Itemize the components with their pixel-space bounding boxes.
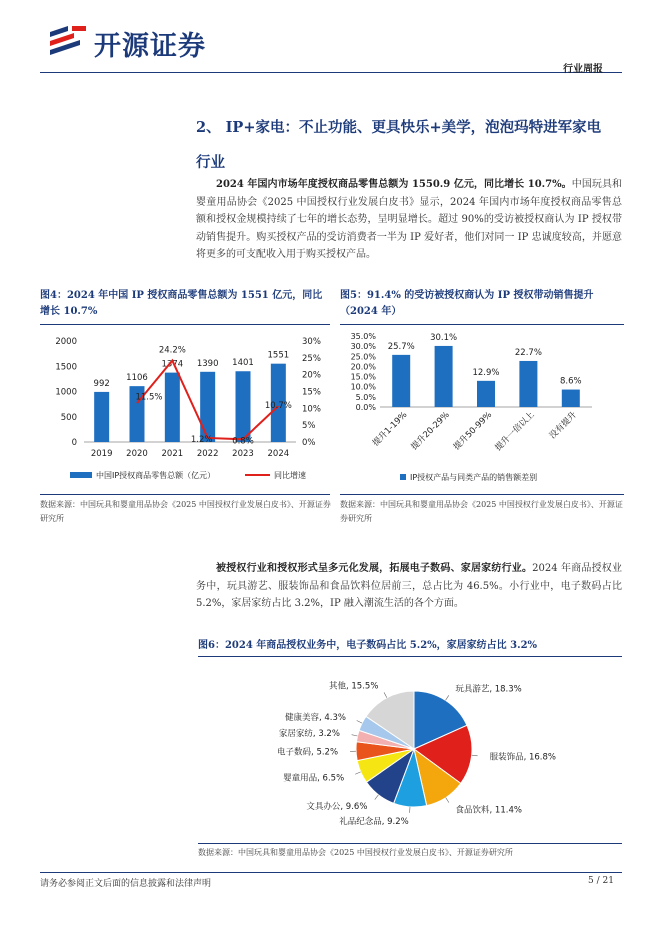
fig4-x-tick: 2021 xyxy=(161,449,184,459)
fig5-bar xyxy=(562,390,580,407)
fig4-y-tick: 1500 xyxy=(55,362,77,373)
fig6-slice-label: 食品饮料, 11.4% xyxy=(455,805,522,816)
fig6-chart xyxy=(198,660,622,840)
fig5-y-tick: 20.0% xyxy=(350,362,376,372)
fig5-bar xyxy=(519,361,537,407)
fig4-line-label: 11.5% xyxy=(135,392,163,403)
fig4-bar xyxy=(165,373,180,442)
fig5-y-tick: 30.0% xyxy=(350,342,376,352)
fig5-bar-label: 8.6% xyxy=(559,376,582,387)
fig6-slice-label: 家居家纺, 3.2% xyxy=(278,728,340,739)
fig5-title: 图5：91.4% 的受访被授权商认为 IP 授权带动销售提升（2024 年） xyxy=(340,290,594,317)
fig6-bottom-rule xyxy=(198,843,622,844)
fig5-source: 数据来源：中国玩具和婴童用品协会《2025 中国授权行业发展白皮书》、开源证券研究所 xyxy=(340,500,623,523)
fig6-slice-label: 其他, 15.5% xyxy=(329,681,379,692)
fig6-rule xyxy=(198,656,622,657)
footer-rule xyxy=(40,872,622,873)
fig4-line-label: 0.8% xyxy=(232,436,254,447)
footer-disclaimer: 请务必参阅正文后面的信息披露和法律声明 xyxy=(40,879,212,889)
fig5-x-tick: 提升50-99% xyxy=(451,410,495,453)
fig6-slice-label: 电子数码, 5.2% xyxy=(277,747,339,758)
fig5-bar-label: 30.1% xyxy=(430,332,458,343)
fig4-x-tick: 2022 xyxy=(196,449,219,459)
paragraph-2 xyxy=(196,560,622,613)
fig4-bar-label: 1106 xyxy=(126,373,148,384)
section-title-cont: 行业 xyxy=(196,154,225,171)
fig4-y-tick: 500 xyxy=(60,412,77,423)
fig5-y-tick: 15.0% xyxy=(350,372,376,382)
fig4-title: 图4：2024 年中国 IP 授权商品零售总额为 1551 亿元，同比增长 10.7% xyxy=(40,290,323,317)
header-rule xyxy=(40,72,622,73)
fig4-line-label: 24.2% xyxy=(158,345,186,356)
fig4-y2-tick: 25% xyxy=(302,353,321,364)
page-number: 5 / 21 xyxy=(588,876,614,886)
fig6-leader-line xyxy=(357,720,362,723)
fig4-bar-label: 992 xyxy=(93,378,110,389)
fig4-bottom-rule xyxy=(40,494,330,495)
fig4-x-tick: 2024 xyxy=(267,449,290,459)
fig6-slice-label: 礼品纪念品, 9.2% xyxy=(339,816,409,827)
paragraph-1-body: 中国玩具和婴童用品协会《2025 中国授权行业发展白皮书》显示，2024 年国内市场年度授权商品零售总额和授权金规模持续了七年的增长态势，呈明显增长。超过 90%的受访被授权商认为 IP 授权带动销售提升。购买授权产品的受访消费者一半为 IP 爱好者，他们对同一 IP 忠诚度较高，并愿意将更多的可支配收入用于购买授权产品。 xyxy=(196,179,623,260)
fig4-y2-tick: 0% xyxy=(302,438,316,448)
fig6-leader-line xyxy=(446,695,449,700)
fig4-line-label: 10.7% xyxy=(264,400,292,411)
fig5-bar xyxy=(435,346,453,407)
fig4-chart xyxy=(40,328,335,490)
fig4-x-tick: 2020 xyxy=(126,449,148,459)
fig4-y-tick: 0 xyxy=(71,438,77,448)
fig5-bar xyxy=(477,381,495,407)
fig4-rule xyxy=(40,324,330,325)
fig6-leader-line xyxy=(375,795,379,800)
fig4-line-label: 1.2% xyxy=(190,434,213,445)
fig5-y-tick: 5.0% xyxy=(355,392,376,402)
fig6-plot xyxy=(277,680,556,826)
logo-text: 开源证券 xyxy=(94,31,206,62)
fig5-legend-label: IP授权产品与同类产品的销售额差别 xyxy=(410,473,538,482)
fig4-y2-tick: 15% xyxy=(302,387,321,398)
fig6-leader-line xyxy=(352,735,358,736)
fig6-slice-label: 婴童用品, 6.5% xyxy=(283,773,345,784)
fig4-y2-tick: 30% xyxy=(302,337,321,347)
paragraph-2-body: 2024 年商品授权业务中，玩具游艺、服装饰品和食品饮料位居前三，总占比为 46.5%。小行业中，电子数码占比 5.2%，家居家纺占比 3.2%，IP 融入潮流生活的各个方面。 xyxy=(196,563,622,609)
fig5-bottom-rule xyxy=(340,494,624,495)
fig5-x-tick: 提升一倍以上 xyxy=(493,410,537,454)
fig5-y-tick: 35.0% xyxy=(350,332,376,341)
paragraph-2-lead: 被授权行业和授权形式呈多元化发展，拓展电子数码、家居家纺行业。 xyxy=(216,563,533,574)
fig5-chart xyxy=(340,328,624,490)
fig4-x-tick: 2023 xyxy=(232,449,254,459)
fig4-legend-bar-label: 中国IP授权商品零售总额（亿元） xyxy=(96,471,216,480)
fig6-leader-line xyxy=(446,798,449,803)
fig4-source: 数据来源：中国玩具和婴童用品协会《2025 中国授权行业发展白皮书》、开源证券研究所 xyxy=(40,500,331,523)
fig4-y2-tick: 20% xyxy=(302,370,321,381)
fig5-bar-label: 25.7% xyxy=(387,341,415,352)
report-type: 行业周报 xyxy=(563,64,603,75)
logo xyxy=(46,22,90,60)
fig6-leader-line xyxy=(472,755,478,756)
fig4-bar-label: 1374 xyxy=(161,359,184,370)
fig4-y-tick: 1000 xyxy=(55,387,77,398)
fig4-y2-tick: 10% xyxy=(302,404,321,415)
fig4-legend-bar-swatch xyxy=(70,472,92,478)
fig4-y2-tick: 5% xyxy=(302,421,316,432)
fig4-legend-line-label: 同比增速 xyxy=(274,471,306,480)
fig5-legend-swatch xyxy=(400,474,406,480)
fig5-y-tick: 25.0% xyxy=(350,352,376,362)
fig6-slice-label: 服装饰品, 16.8% xyxy=(489,752,556,763)
paragraph-1 xyxy=(196,176,622,264)
logo-mark-icon xyxy=(46,22,90,56)
fig5-plot xyxy=(351,332,592,482)
fig5-bar-label: 22.7% xyxy=(514,347,542,358)
fig5-y-tick: 0.0% xyxy=(355,403,376,412)
section-title: 2、 IP+家电：不止功能、更具快乐+美学，泡泡玛特进军家电 xyxy=(196,119,602,136)
fig5-rule xyxy=(340,324,624,325)
fig4-bar-label: 1551 xyxy=(267,350,290,361)
paragraph-1-lead: 2024 年国内市场年度授权商品零售总额为 1550.9 亿元，同比增长 10.7%。 xyxy=(216,179,572,190)
fig6-leader-line xyxy=(355,772,361,774)
fig5-x-tick: 没有提升 xyxy=(547,410,579,442)
fig6-leader-line xyxy=(384,692,387,697)
fig6-slice-label: 玩具游艺, 18.3% xyxy=(455,684,522,695)
fig4-bar-label: 1401 xyxy=(232,358,254,369)
fig6-slice-label: 文具办公, 9.6% xyxy=(306,801,368,812)
fig5-x-tick: 提升1-19% xyxy=(370,410,410,449)
fig4-bar xyxy=(236,371,251,442)
fig4-bar-label: 1390 xyxy=(196,358,219,369)
fig5-x-tick: 提升20-29% xyxy=(409,410,452,453)
fig5-bar xyxy=(392,355,410,407)
fig4-y-tick: 2000 xyxy=(55,337,77,347)
fig6-source: 数据来源：中国玩具和婴童用品协会《2025 中国授权行业发展白皮书》、开源证券研究所 xyxy=(198,848,513,857)
fig5-bar-label: 12.9% xyxy=(472,367,500,378)
fig4-bar xyxy=(200,372,215,442)
fig4-plot xyxy=(55,337,321,480)
fig6-slice-label: 健康美容, 4.3% xyxy=(284,712,346,723)
fig5-y-tick: 10.0% xyxy=(350,382,376,392)
fig6-title: 图6：2024 年商品授权业务中，电子数码占比 5.2%，家居家纺占比 3.2% xyxy=(198,640,538,651)
fig4-x-tick: 2019 xyxy=(90,449,113,459)
fig4-bar xyxy=(94,392,109,442)
